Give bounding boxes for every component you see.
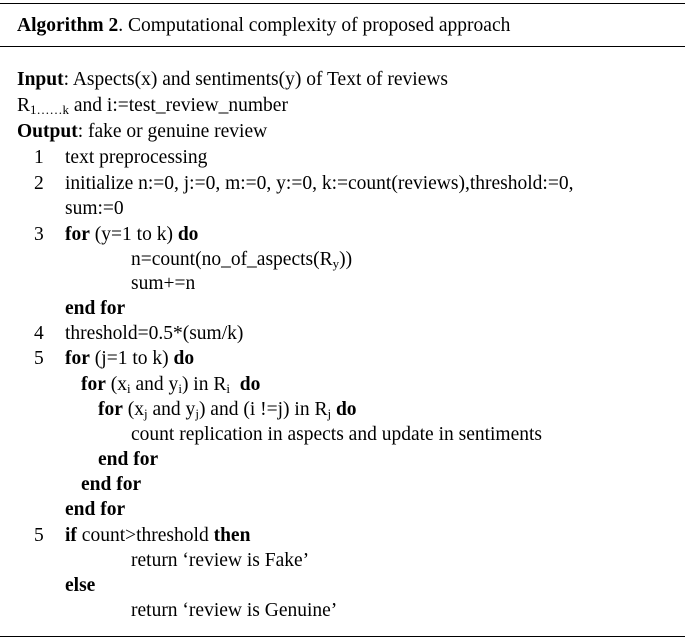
loop-condition: (y=1 to k) [89,224,178,245]
step-number: 5 [34,348,44,369]
else-line [65,574,95,598]
keyword-else: else [65,575,96,596]
loop-condition: (j=1 to k) [89,348,174,369]
step-number: 1 [34,147,44,168]
if-condition: count>threshold [76,525,214,546]
keyword-for: for [65,348,90,369]
output-line [17,120,267,144]
step-2-text: initialize n:=0, j:=0, m:=0, y:=0, k:=count(reviews),threshold:=0, [65,173,574,194]
keyword-do: do [239,374,261,395]
loop-text: ) in R [181,374,227,395]
input-label: Input [17,69,64,90]
top-rule [0,3,685,4]
keyword-if: if [65,525,77,546]
keyword-do: do [173,348,195,369]
step-number: 2 [34,173,44,194]
keyword-for: for [81,374,106,395]
keyword-then: then [213,525,251,546]
inner-loop-2-end [98,448,158,472]
subscript: y [332,256,340,271]
inner-loop-1-end [81,473,141,497]
step-number: 3 [34,224,44,245]
return-fake: return ‘review is Fake’ [131,550,310,571]
keyword-do: do [177,224,199,245]
subscript: j [327,406,332,421]
input-line [17,68,448,92]
subscript: i [127,381,131,396]
input-line-2 [17,94,288,118]
keyword-for: for [65,224,90,245]
caption-text: . Computational complexity of proposed approach [118,15,511,36]
subscript: i [178,381,182,396]
inner-loop-body: count replication in aspects and update in sentiments [131,424,543,445]
caption-label: Algorithm 2 [17,15,119,36]
output-text: : fake or genuine review [77,121,268,142]
inner-loop-1-header [81,373,260,397]
step-2-continuation: sum:=0 [65,198,124,219]
keyword-end-for: end for [65,499,126,520]
keyword-end-for: end for [98,449,159,470]
loop-text: (x [105,374,128,395]
subscript: i [226,381,230,396]
algorithm-caption [17,14,510,38]
keyword-do: do [335,399,357,420]
loop-text: and y [130,374,179,395]
caption-rule [0,46,685,47]
inner-loop-2-header [98,398,357,422]
step-3-body-1 [131,248,352,272]
input-r: R [17,95,31,116]
loop-text: (x [122,399,145,420]
keyword-end-for: end for [81,474,142,495]
output-label: Output [17,121,78,142]
body-text: )) [339,249,353,270]
loop-text: ) and (i !=j) in R [198,399,328,420]
step-5-if [65,524,250,548]
input-text: : Aspects(x) and sentiments(y) of Text of reviews [63,69,449,90]
subscript: j [195,406,199,421]
step-5-loop-header [65,347,194,371]
keyword-for: for [98,399,123,420]
body-text: n=count(no_of_aspects(R [131,249,333,270]
step-3-end [65,297,125,321]
step-number: 5 [34,525,44,546]
bottom-rule [0,636,685,637]
keyword-end-for: end for [65,298,126,319]
step-1-text: text preprocessing [65,147,208,168]
step-number: 4 [34,323,44,344]
input-line2-rest: and i:=test_review_number [69,95,288,116]
loop-text: and y [147,399,196,420]
step-3-loop-header [65,223,198,247]
return-genuine: return ‘review is Genuine’ [131,600,338,621]
subscript: j [144,406,148,421]
input-r-subscript: 1……k [30,102,70,117]
step-5-loop-end [65,498,125,522]
step-3-body-2: sum+=n [131,273,196,294]
step-4-text: threshold=0.5*(sum/k) [65,323,244,344]
